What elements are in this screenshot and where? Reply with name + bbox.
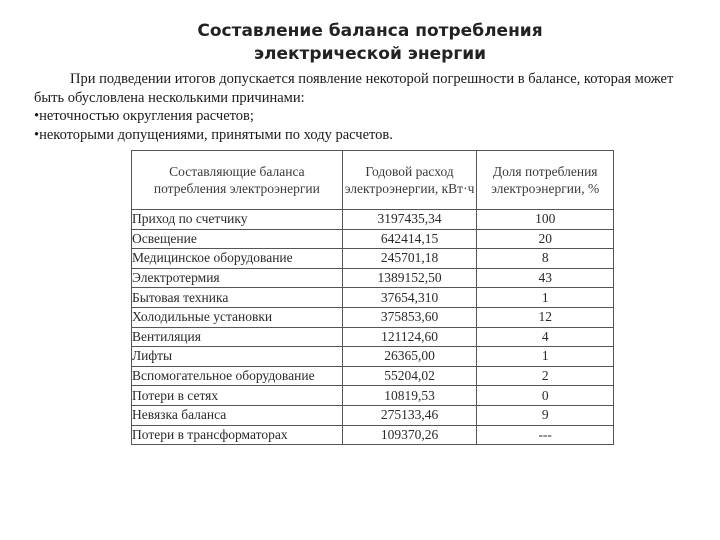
row-consumption-cell: 55204,02 (342, 366, 477, 386)
row-component-cell: Холодильные установки (132, 307, 343, 327)
row-consumption-cell: 642414,15 (342, 229, 477, 249)
row-component-cell: Лифты (132, 347, 343, 367)
row-consumption-cell: 37654,310 (342, 288, 477, 308)
row-share-cell: 43 (477, 268, 614, 288)
table-row (132, 249, 614, 269)
header-components: Составляющие баланса потребления электроэнергии (132, 151, 343, 210)
table-row (132, 327, 614, 347)
row-share-cell: 0 (477, 386, 614, 406)
balance-table (131, 150, 614, 445)
header-share-percent: Доля потребления электроэнергии, % (477, 151, 614, 210)
table-row (132, 425, 614, 445)
row-share-cell: 8 (477, 249, 614, 269)
row-consumption-cell: 10819,53 (342, 386, 477, 406)
row-component-cell: Приход по счетчику (132, 210, 343, 230)
row-component-cell: Бытовая техника (132, 288, 343, 308)
row-consumption-cell: 275133,46 (342, 405, 477, 425)
row-consumption-cell: 1389152,50 (342, 268, 477, 288)
row-share-cell: 20 (477, 229, 614, 249)
header-annual-consumption: Годовой расход электроэнергии, кВт·ч (342, 151, 477, 210)
row-share-cell: 9 (477, 405, 614, 425)
row-consumption-cell: 245701,18 (342, 249, 477, 269)
table-row (132, 288, 614, 308)
row-consumption-cell: 3197435,34 (342, 210, 477, 230)
row-component-cell: Потери в трансформаторах (132, 425, 343, 445)
row-share-cell: 100 (477, 210, 614, 230)
table-row (132, 347, 614, 367)
row-component-cell: Невязка баланса (132, 405, 343, 425)
row-share-cell: 12 (477, 307, 614, 327)
table-row (132, 268, 614, 288)
table-row (132, 405, 614, 425)
title-line-1: Составление баланса потребления (197, 21, 543, 41)
table-row (132, 366, 614, 386)
page-title (0, 20, 720, 66)
row-component-cell: Вентиляция (132, 327, 343, 347)
row-component-cell: Освещение (132, 229, 343, 249)
intro-paragraph: При подведении итогов допускается появление некоторой погрешности в балансе, которая может быть обусловлена несколькими причинами: (34, 71, 674, 106)
row-consumption-cell: 109370,26 (342, 425, 477, 445)
row-component-cell: Медицинское оборудование (132, 249, 343, 269)
intro-text (34, 70, 706, 144)
row-consumption-cell: 26365,00 (342, 347, 477, 367)
row-component-cell: Потери в сетях (132, 386, 343, 406)
table-row (132, 229, 614, 249)
row-share-cell: 4 (477, 327, 614, 347)
row-component-cell: Вспомогательное оборудование (132, 366, 343, 386)
bullet-item: •неточностью округления расчетов; (34, 108, 254, 124)
table-body (132, 210, 614, 445)
row-share-cell: 1 (477, 347, 614, 367)
row-share-cell: --- (477, 425, 614, 445)
table-row (132, 307, 614, 327)
bullet-item: •некоторыми допущениями, принятыми по ходу расчетов. (34, 126, 393, 143)
table-row (132, 386, 614, 406)
header-row (132, 151, 614, 210)
row-share-cell: 1 (477, 288, 614, 308)
table-row (132, 210, 614, 230)
row-consumption-cell: 121124,60 (342, 327, 477, 347)
row-share-cell: 2 (477, 366, 614, 386)
row-consumption-cell: 375853,60 (342, 307, 477, 327)
table-header (132, 151, 614, 210)
row-component-cell: Электротермия (132, 268, 343, 288)
title-line-2: электрической энергии (253, 44, 487, 64)
